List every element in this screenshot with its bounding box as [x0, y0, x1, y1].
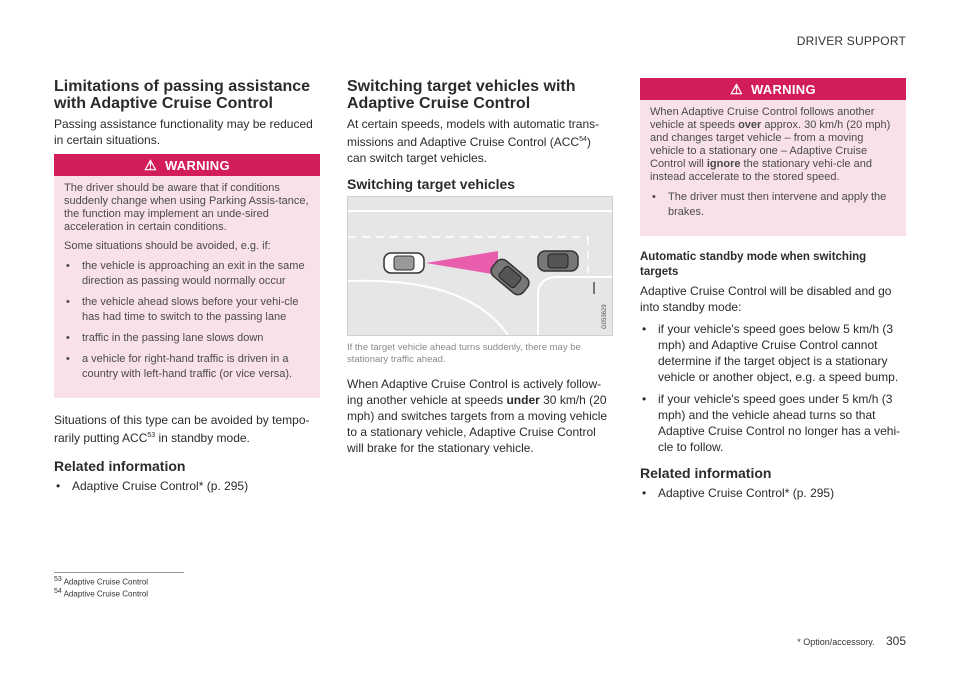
- warning-list: [650, 190, 896, 220]
- column-limitations: [54, 78, 320, 500]
- subsection-title: Switching target vehicles: [347, 176, 516, 192]
- related-list: [54, 478, 320, 494]
- list-item: • if your vehicle's speed goes below 5 km/h (3 mph) and Adaptive Cruise Control cannot determine if the target object is a stationary vehicle or another object, e.g. a speed bump.: [640, 321, 906, 385]
- warning-box: [640, 78, 906, 236]
- list-item: • traffic in the passing lane slows down: [64, 331, 310, 346]
- section-header: DRIVER SUPPORT: [796, 34, 906, 48]
- footnote-ref[interactable]: 54: [579, 136, 587, 143]
- related-link[interactable]: • Adaptive Cruise Control* (p. 295): [54, 478, 320, 494]
- list-item: • if your vehicle's speed goes under 5 km/h (3 mph) and the vehicle ahead turns so that Adaptive Cruise Control no longer has a vehi-cle to follow.: [640, 391, 906, 455]
- warning-triangle-icon: ⚠: [144, 156, 157, 173]
- related-title: Related information: [54, 458, 186, 474]
- figure-caption: If the target vehicle ahead turns suddenly, there may be stationary traffic ahead.: [347, 342, 581, 365]
- warning-header: [54, 154, 320, 176]
- related-title: Related information: [640, 465, 772, 481]
- own-car-icon: [384, 253, 424, 273]
- warning-box: [54, 154, 320, 398]
- option-note: * Option/accessory.: [797, 637, 875, 647]
- section-title: Limitations of passing assistance with Adaptive Cruise Control: [54, 78, 311, 112]
- warning-header: [640, 78, 906, 100]
- warning-list: [64, 259, 310, 382]
- warning-label: WARNING: [750, 81, 816, 97]
- page-footer: [797, 634, 906, 648]
- column-switching: [347, 78, 613, 462]
- intro-text: At certain speeds, models with automatic trans-missions and Adaptive Cruise Control (ACC$^{54}$) can switch target vehicles.: [347, 117, 600, 165]
- footnote-ref[interactable]: 53: [147, 432, 156, 439]
- figure-code: G053629: [602, 304, 608, 329]
- section-title: Switching target vehicles with Adaptive Cruise Control: [347, 78, 576, 112]
- list-item: • a vehicle for right-hand traffic is driven in a country with left-hand traffic (or vice versa).: [64, 352, 310, 382]
- warning-text: The driver should be aware that if conditions suddenly change when using Parking Assis-tance, the function may implement an unde-sired acceleration in certain conditions.: [64, 182, 309, 233]
- standby-list: [640, 321, 906, 455]
- body-text: When Adaptive Cruise Control is actively follow-ing another vehicle at speeds under 30 km/h (20 mph) and switches targets from a moving vehicle to a stationary vehicle, Adaptive Cruise Control will brake for the stationary vehicle.: [347, 377, 608, 455]
- subsection-title: Automatic standby mode when switching targets: [640, 251, 867, 278]
- switching-figure: [347, 196, 613, 336]
- page-number: 305: [885, 634, 906, 648]
- list-item: • The driver must then intervene and apply the brakes.: [650, 190, 896, 220]
- stationary-car-icon: [538, 251, 578, 271]
- footnote: $^{53}$ Adaptive Cruise Control: [54, 576, 149, 587]
- standby-intro: Adaptive Cruise Control will be disabled and go into standby mode:: [640, 284, 892, 314]
- standby-advice: Situations of this type can be avoided by tempo-rarily putting ACC$^{53}$ in standby mode.: [54, 413, 310, 445]
- footnotes: [54, 572, 184, 598]
- related-list: [640, 485, 906, 501]
- list-item: • the vehicle is approaching an exit in the same direction as passing would normally occur: [64, 259, 310, 289]
- list-item: • the vehicle ahead slows before your vehi-cle has had time to switch to the passing lane: [64, 295, 310, 325]
- warning-text: Some situations should be avoided, e.g. if:: [64, 240, 271, 252]
- warning-label: WARNING: [164, 157, 230, 173]
- warning-text: When Adaptive Cruise Control follows another vehicle at speeds over approx. 30 km/h (20 mph) and changes target vehicle – from a moving vehicle to a stationary one – Adaptive Cruise Control will ignore the stationary vehi-cle and instead accelerate to the stored speed.: [650, 106, 891, 183]
- related-link[interactable]: • Adaptive Cruise Control* (p. 295): [640, 485, 906, 501]
- road-illustration: [348, 197, 612, 335]
- intro-text: Passing assistance functionality may be reduced in certain situations.: [54, 117, 313, 147]
- footnote: $^{54}$ Adaptive Cruise Control: [54, 587, 149, 599]
- column-warning: [640, 78, 906, 507]
- warning-triangle-icon: ⚠: [730, 80, 743, 97]
